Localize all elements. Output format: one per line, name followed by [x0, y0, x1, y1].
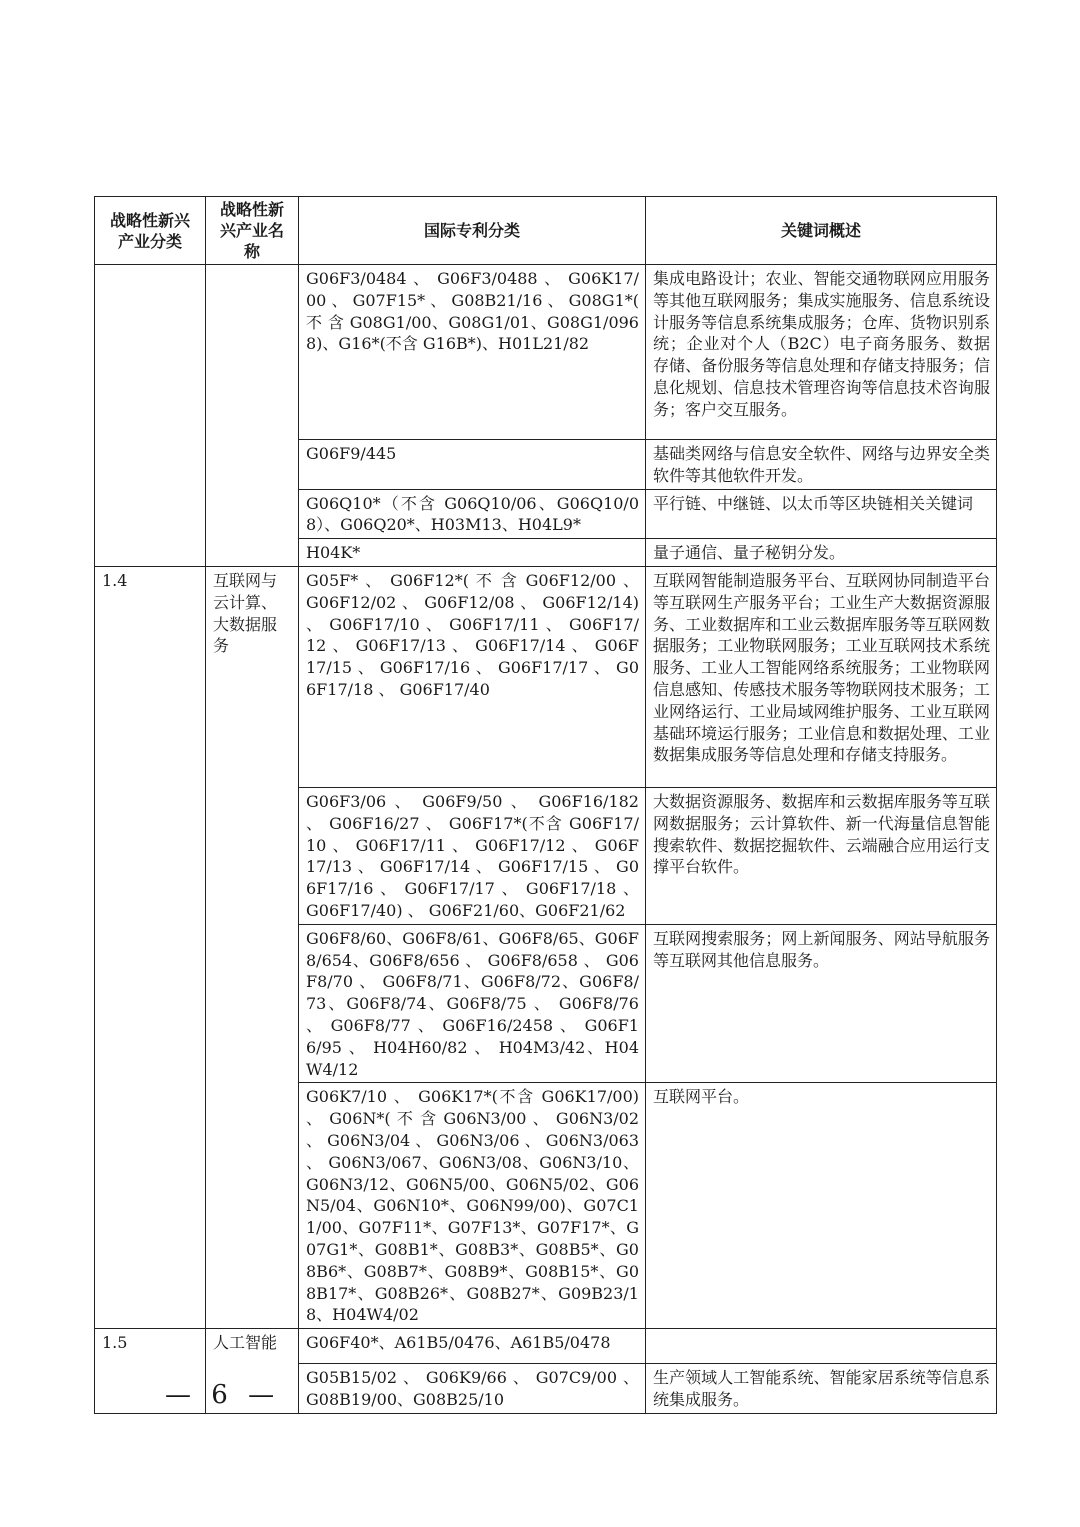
- industry-cell: [206, 265, 299, 567]
- keywords-cell: 生产领域人工智能系统、智能家居系统等信息系统集成服务。: [646, 1364, 997, 1414]
- ipc-cell: G06F3/06 、 G06F9/50 、 G06F16/182 、 G06F16/27 、 G06F17*(不含 G06F17/10 、 G06F17/11 、 G06F17/12 、 G06F17/13 、 G06F17/14 、 G06F17/15 、 G06F17/16 、 G06F17/17 、 G06F17/18 、 G06F17/40) 、 G06F21/60、G06F21/62: [299, 787, 646, 924]
- ipc-cell: G06F9/445: [299, 440, 646, 490]
- ipc-cell: H04K*: [299, 539, 646, 567]
- keywords-cell: 大数据资源服务、数据库和云数据库服务等互联网数据服务；云计算软件、新一代海量信息智能搜索软件、数据挖掘软件、云端融合应用运行支撑平台软件。: [646, 787, 997, 924]
- industry-cell: 互联网与云计算、大数据服务: [206, 566, 299, 1328]
- header-category: 战略性新兴产业分类: [95, 197, 206, 265]
- ipc-classification-table: [94, 196, 997, 1414]
- ipc-cell: G06F40*、A61B5/0476、A61B5/0478: [299, 1329, 646, 1364]
- category-cell: [95, 265, 206, 567]
- header-keywords: 关键词概述: [646, 197, 997, 265]
- category-cell: 1.4: [95, 566, 206, 1328]
- ipc-cell: G06F3/0484 、 G06F3/0488 、 G06K17/00 、 G07F15* 、 G08B21/16 、 G08G1*( 不 含 G08G1/00、G08G1/01、G08G1/0968)、G16*(不含 G16B*)、H01L21/82: [299, 265, 646, 440]
- keywords-cell: 集成电路设计；农业、智能交通物联网应用服务等其他互联网服务；集成实施服务、信息系统设计服务等信息系统集成服务；仓库、货物识别系统；企业对个人（B2C）电子商务服务、数据存储、备份服务等信息处理和存储支持服务；信息化规划、信息技术管理咨询等信息技术咨询服务；客户交互服务。: [646, 265, 997, 440]
- table-row: [95, 566, 997, 787]
- ipc-cell: G05B15/02 、 G06K9/66 、 G07C9/00 、 G08B19/00、G08B25/10: [299, 1364, 646, 1414]
- table-row: [95, 265, 997, 440]
- category-cell: 1.5: [95, 1329, 206, 1414]
- keywords-cell: 互联网智能制造服务平台、互联网协同制造平台等互联网生产服务平台；工业生产大数据资源服务、工业数据库和工业云数据库服务等互联网数据服务；工业物联网服务；工业互联网技术系统服务、工业人工智能网络系统服务；工业物联网信息感知、传感技术服务等物联网技术服务；工业网络运行、工业局域网维护服务、工业互联网基础环境运行服务；工业信息和数据处理、工业数据集成服务等信息处理和存储支持服务。: [646, 566, 997, 787]
- ipc-cell: G06Q10*（不含 G06Q10/06、G06Q10/08）、G06Q20*、H03M13、H04L9*: [299, 489, 646, 539]
- keywords-cell: 基础类网络与信息安全软件、网络与边界安全类软件等其他软件开发。: [646, 440, 997, 490]
- keywords-cell: 互联网搜索服务；网上新闻服务、网站导航服务等互联网其他信息服务。: [646, 924, 997, 1083]
- keywords-cell: 平行链、中继链、以太币等区块链相关关键词: [646, 489, 997, 539]
- ipc-cell: G05F* 、 G06F12*( 不 含 G06F12/00 、 G06F12/02 、 G06F12/08 、 G06F12/14) 、 G06F17/10 、 G06F17/11 、 G06F17/12 、 G06F17/13 、 G06F17/14 、 G06F17/15 、 G06F17/16 、 G06F17/17 、 G06F17/18 、 G06F17/40: [299, 566, 646, 787]
- page-number: — 6 —: [165, 1380, 281, 1410]
- header-industry: 战略性新兴产业名称: [206, 197, 299, 265]
- keywords-cell: 互联网平台。: [646, 1083, 997, 1329]
- ipc-cell: G06F8/60、G06F8/61、G06F8/65、G06F8/654、G06F8/656 、 G06F8/658 、 G06F8/70 、 G06F8/71、G06F8/72、G06F8/73、G06F8/74、G06F8/75 、 G06F8/76 、 G06F8/77 、 G06F16/2458 、 G06F16/95 、 H04H60/82 、 H04M3/42、H04W4/12: [299, 924, 646, 1083]
- table-row: [95, 1329, 997, 1364]
- header-ipc: 国际专利分类: [299, 197, 646, 265]
- table-header-row: [95, 197, 997, 265]
- keywords-cell: [646, 1329, 997, 1364]
- industry-cell: 人工智能: [206, 1329, 299, 1414]
- keywords-cell: 量子通信、量子秘钥分发。: [646, 539, 997, 567]
- ipc-cell: G06K7/10 、 G06K17*(不含 G06K17/00) 、 G06N*( 不 含 G06N3/00 、 G06N3/02 、 G06N3/04 、 G06N3/06 、 G06N3/063 、 G06N3/067、G06N3/08、G06N3/10、G06N3/12、G06N5/00、G06N5/02、G06N5/04、G06N10*、G06N99/00)、G07C11/00、G07F11*、G07F13*、G07F17*、G07G1*、G08B1*、G08B3*、G08B5*、G08B6*、G08B7*、G08B9*、G08B15*、G08B17*、G08B26*、G08B27*、G09B23/18、H04W4/02: [299, 1083, 646, 1329]
